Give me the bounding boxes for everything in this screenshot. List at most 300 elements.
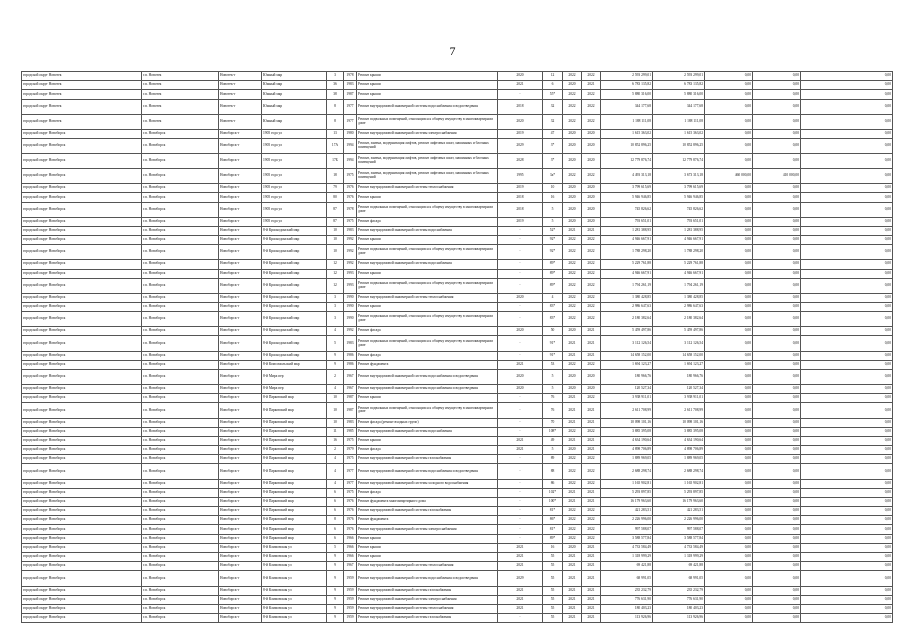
plan-year-cell: 2021: [498, 360, 543, 369]
fund-cost-cell: 3 938 911,01: [653, 394, 705, 403]
fund-cost-cell: 2 593 299,01: [653, 72, 705, 81]
queue-cell: 89*: [543, 278, 563, 293]
house-number-cell: 3: [327, 72, 344, 81]
locality-cell: Новотек-г: [219, 114, 262, 129]
plan-year-cell: 2018: [498, 193, 543, 202]
locality-cell: Новоборск-г: [219, 614, 262, 623]
street-cell: Южный мкр: [262, 90, 327, 99]
queue-cell: 92*: [543, 245, 563, 260]
start-year-cell: 2022: [563, 72, 582, 81]
fund-cost-cell: 997 588,07: [653, 525, 705, 534]
street-cell: 8-й Краснодонский мкр: [262, 226, 327, 235]
street-cell: 8-й Климовская ул: [262, 595, 327, 604]
queue-cell: 32: [543, 99, 563, 114]
end-year-cell: 2020: [582, 129, 601, 138]
start-year-cell: 2022: [563, 278, 582, 293]
district-cell: городской округ Новоборск: [22, 236, 142, 245]
queue-cell: 89*: [543, 269, 563, 278]
owners-cost-cell: 0,00: [753, 403, 801, 418]
locality-cell: Новоборск-г: [219, 202, 262, 217]
street-cell: 8-й Парковский мкр: [262, 464, 327, 479]
house-number-cell: 87: [327, 217, 344, 226]
fund-cost-cell: 4 898 706,89: [653, 446, 705, 455]
house-number-cell: 16: [327, 436, 344, 445]
settlement-cell: г.п. Новоборск: [142, 360, 219, 369]
table-row: [22, 571, 893, 586]
plan-year-cell: -: [498, 312, 543, 327]
total-cost-cell: 1 615 363,02: [601, 129, 653, 138]
start-year-cell: 2020: [563, 446, 582, 455]
house-number-cell: 3: [327, 312, 344, 327]
capital-repair-table: [21, 71, 893, 623]
owners-cost-cell: 0,00: [753, 278, 801, 293]
owners-cost-cell: 0,00: [753, 369, 801, 384]
house-number-cell: 6: [327, 534, 344, 543]
settlement-cell: г.п. Новоборск: [142, 312, 219, 327]
locality-cell: Новотек-г: [219, 99, 262, 114]
district-cell: городской округ Новотек: [22, 114, 142, 129]
budget-cost-cell: 0,00: [705, 217, 753, 226]
start-year-cell: 2021: [563, 351, 582, 360]
locality-cell: Новоборск-г: [219, 516, 262, 525]
table-row: [22, 336, 893, 351]
queue-cell: 3*: [543, 154, 563, 169]
start-year-cell: 2022: [563, 236, 582, 245]
end-year-cell: 2022: [582, 114, 601, 129]
queue-cell: 83*: [543, 303, 563, 312]
budget-cost-cell: 0,00: [705, 571, 753, 586]
locality-cell: Новоборск-г: [219, 446, 262, 455]
other-cost-cell: 0,00: [801, 202, 893, 217]
other-cost-cell: 0,00: [801, 614, 893, 623]
queue-cell: 89*: [543, 260, 563, 269]
end-year-cell: 2022: [582, 534, 601, 543]
street-cell: Южный мкр: [262, 72, 327, 81]
plan-year-cell: -: [498, 278, 543, 293]
house-number-cell: 9: [327, 571, 344, 586]
capital-repair-table-sheet: [21, 71, 893, 623]
total-cost-cell: 3 588 577,84: [601, 534, 653, 543]
street-cell: 8-й Парковский мкр: [262, 394, 327, 403]
house-number-cell: 9: [327, 595, 344, 604]
fund-cost-cell: 1 380 428,85: [653, 293, 705, 302]
budget-cost-cell: 0,00: [705, 202, 753, 217]
year-built-cell: 1976: [344, 507, 357, 516]
settlement-cell: г.п. Новоборск: [142, 562, 219, 571]
fund-cost-cell: 1 889 969,05: [653, 455, 705, 464]
work-type-cell: Ремонт, замена, модернизация лифтов, ремонт лифтовых шахт, машинных и блочных помещений: [357, 169, 498, 184]
settlement-cell: г.п. Новоборск: [142, 202, 219, 217]
fund-cost-cell: 4 733 584,49: [653, 543, 705, 552]
plan-year-cell: 2029: [498, 138, 543, 153]
end-year-cell: 2022: [582, 464, 601, 479]
district-cell: городской округ Новоборск: [22, 312, 142, 327]
table-row: [22, 497, 893, 506]
fund-cost-cell: 6 783 135,82: [653, 81, 705, 90]
district-cell: городской округ Новоборск: [22, 184, 142, 193]
locality-cell: Новотек-г: [219, 90, 262, 99]
end-year-cell: 2022: [582, 72, 601, 81]
budget-cost-cell: 0,00: [705, 138, 753, 153]
year-built-cell: 1976: [344, 516, 357, 525]
locality-cell: Новоборск-г: [219, 436, 262, 445]
total-cost-cell: 10 098 101,16: [601, 418, 653, 427]
other-cost-cell: 0,00: [801, 90, 893, 99]
total-cost-cell: 1 380 428,85: [601, 293, 653, 302]
table-row: [22, 90, 893, 99]
end-year-cell: 2021: [582, 336, 601, 351]
other-cost-cell: 0,00: [801, 464, 893, 479]
district-cell: городской округ Новоборск: [22, 303, 142, 312]
start-year-cell: 2020: [563, 129, 582, 138]
plan-year-cell: -: [498, 479, 543, 488]
settlement-cell: г.п. Новоборск: [142, 394, 219, 403]
settlement-cell: г.п. Новоборск: [142, 184, 219, 193]
locality-cell: Новоборск-г: [219, 226, 262, 235]
settlement-cell: г.п. Новоборск: [142, 543, 219, 552]
table-row: [22, 138, 893, 153]
end-year-cell: 2022: [582, 293, 601, 302]
budget-cost-cell: 0,00: [705, 403, 753, 418]
work-type-cell: Ремонт крыши: [357, 236, 498, 245]
work-type-cell: Ремонт подвальных помещений, относящихся к общему имуществу в многоквартирном доме: [357, 114, 498, 129]
end-year-cell: 2022: [582, 278, 601, 293]
fund-cost-cell: 3 799 615,69: [653, 184, 705, 193]
fund-cost-cell: 793 651,01: [653, 217, 705, 226]
owners-cost-cell: 0,00: [753, 99, 801, 114]
work-type-cell: Ремонт внутридомовой инженерной системы теплоснабжения: [357, 562, 498, 571]
street-cell: Южный мкр: [262, 81, 327, 90]
work-type-cell: Ремонт подвальных помещений, относящихся к общему имуществу в многоквартирном доме: [357, 403, 498, 418]
table-row: [22, 72, 893, 81]
street-cell: 8-й Мира пер: [262, 369, 327, 384]
budget-cost-cell: 0,00: [705, 336, 753, 351]
budget-cost-cell: 0,00: [705, 604, 753, 613]
start-year-cell: 2020: [563, 217, 582, 226]
end-year-cell: 2022: [582, 303, 601, 312]
work-type-cell: Ремонт внутридомовой инженерной системы водоснабжения и водоотведения: [357, 571, 498, 586]
queue-cell: 86: [543, 479, 563, 488]
start-year-cell: 2021: [563, 586, 582, 595]
year-built-cell: 1977: [344, 99, 357, 114]
budget-cost-cell: 0,00: [705, 351, 753, 360]
end-year-cell: 2021: [582, 418, 601, 427]
start-year-cell: 2022: [563, 534, 582, 543]
table-row: [22, 525, 893, 534]
house-number-cell: 8: [327, 114, 344, 129]
locality-cell: Новоборск-г: [219, 245, 262, 260]
end-year-cell: 2021: [582, 562, 601, 571]
work-type-cell: Ремонт крыши: [357, 303, 498, 312]
queue-cell: 10: [543, 184, 563, 193]
start-year-cell: 2022: [563, 293, 582, 302]
table-row: [22, 193, 893, 202]
street-cell: 1905 года ул: [262, 193, 327, 202]
start-year-cell: 2022: [563, 303, 582, 312]
street-cell: 8-й Краснодонский мкр: [262, 312, 327, 327]
plan-year-cell: 2021: [498, 586, 543, 595]
house-number-cell: 9: [327, 360, 344, 369]
table-row: [22, 516, 893, 525]
other-cost-cell: 0,00: [801, 169, 893, 184]
other-cost-cell: 0,00: [801, 154, 893, 169]
district-cell: городской округ Новотек: [22, 99, 142, 114]
work-type-cell: Ремонт крыши: [357, 553, 498, 562]
fund-cost-cell: 4 946 667,91: [653, 269, 705, 278]
end-year-cell: 2020: [582, 217, 601, 226]
owners-cost-cell: 0,00: [753, 525, 801, 534]
settlement-cell: г.п. Новоборск: [142, 236, 219, 245]
street-cell: 8-й Климовская ул: [262, 553, 327, 562]
fund-cost-cell: 12 779 876,74: [653, 154, 705, 169]
budget-cost-cell: 0,00: [705, 507, 753, 516]
other-cost-cell: 0,00: [801, 369, 893, 384]
plan-year-cell: 2021: [498, 595, 543, 604]
year-built-cell: 1966: [344, 543, 357, 552]
table-row: [22, 236, 893, 245]
settlement-cell: г.п. Новоборск: [142, 369, 219, 384]
queue-cell: 32: [543, 114, 563, 129]
district-cell: городской округ Новоборск: [22, 571, 142, 586]
budget-cost-cell: 0,00: [705, 385, 753, 394]
district-cell: городской округ Новоборск: [22, 193, 142, 202]
locality-cell: Новотек-г: [219, 81, 262, 90]
other-cost-cell: 0,00: [801, 278, 893, 293]
other-cost-cell: 0,00: [801, 427, 893, 436]
locality-cell: Новотек-г: [219, 72, 262, 81]
plan-year-cell: -: [498, 614, 543, 623]
total-cost-cell: 16 179 963,60: [601, 497, 653, 506]
year-built-cell: 1978: [344, 202, 357, 217]
start-year-cell: 2020: [563, 369, 582, 384]
table-row: [22, 360, 893, 369]
end-year-cell: 2021: [582, 81, 601, 90]
start-year-cell: 2021: [563, 403, 582, 418]
queue-cell: 47: [543, 129, 563, 138]
end-year-cell: 2020: [582, 385, 601, 394]
table-row: [22, 507, 893, 516]
year-built-cell: 1967: [344, 562, 357, 571]
queue-cell: 91*: [543, 336, 563, 351]
work-type-cell: Ремонт, замена, модернизация лифтов, ремонт лифтовых шахт, машинных и блочных помещений: [357, 138, 498, 153]
settlement-cell: г.п. Новоборск: [142, 455, 219, 464]
street-cell: 8-й Комсомольский мкр: [262, 360, 327, 369]
queue-cell: 5: [543, 217, 563, 226]
budget-cost-cell: 0,00: [705, 269, 753, 278]
other-cost-cell: 0,00: [801, 99, 893, 114]
table-row: [22, 269, 893, 278]
work-type-cell: Ремонт внутридомовой инженерной системы водоснабжения и водоотведения: [357, 464, 498, 479]
settlement-cell: г.п. Новотек: [142, 114, 219, 129]
budget-cost-cell: 0,00: [705, 586, 753, 595]
start-year-cell: 2021: [563, 604, 582, 613]
total-cost-cell: 1 889 969,05: [601, 455, 653, 464]
fund-cost-cell: 1 615 363,02: [653, 129, 705, 138]
locality-cell: Новоборск-г: [219, 403, 262, 418]
table-row: [22, 446, 893, 455]
queue-cell: 5: [543, 202, 563, 217]
total-cost-cell: 2 688 298,74: [601, 464, 653, 479]
house-number-cell: 2: [327, 369, 344, 384]
end-year-cell: 2021: [582, 614, 601, 623]
year-built-cell: 1993: [344, 269, 357, 278]
year-built-cell: 1966: [344, 553, 357, 562]
owners-cost-cell: 0,00: [753, 327, 801, 336]
street-cell: 8-й Краснодонский мкр: [262, 351, 327, 360]
owners-cost-cell: 0,00: [753, 336, 801, 351]
district-cell: городской округ Новоборск: [22, 507, 142, 516]
plan-year-cell: 2021: [498, 543, 543, 552]
queue-cell: 83*: [543, 312, 563, 327]
district-cell: городской округ Новоборск: [22, 455, 142, 464]
table-row: [22, 278, 893, 293]
start-year-cell: 2021: [563, 614, 582, 623]
settlement-cell: г.п. Новоборск: [142, 604, 219, 613]
table-row: [22, 169, 893, 184]
work-type-cell: Ремонт внутридомовой инженерной системы водоснабжения и водоотведения: [357, 369, 498, 384]
house-number-cell: 10: [327, 403, 344, 418]
fund-cost-cell: 2 611 708,99: [653, 403, 705, 418]
street-cell: 8-й Парковский мкр: [262, 488, 327, 497]
total-cost-cell: 1 794 261,19: [601, 278, 653, 293]
owners-cost-cell: 0,00: [753, 154, 801, 169]
budget-cost-cell: 0,00: [705, 553, 753, 562]
street-cell: 1905 года ул: [262, 169, 327, 184]
house-number-cell: 12: [327, 260, 344, 269]
plan-year-cell: -: [498, 90, 543, 99]
total-cost-cell: 4 898 706,89: [601, 446, 653, 455]
work-type-cell: Ремонт внутридомовой инженерной системы газоснабжения: [357, 586, 498, 595]
district-cell: городской округ Новоборск: [22, 351, 142, 360]
fund-cost-cell: 2 180 382,64: [653, 312, 705, 327]
owners-cost-cell: 0,00: [753, 260, 801, 269]
street-cell: 8-й Климовская ул: [262, 571, 327, 586]
work-type-cell: Ремонт внутридомовой инженерной системы газоснабжения: [357, 614, 498, 623]
fund-cost-cell: 14 658 152,00: [653, 351, 705, 360]
street-cell: 8-й Краснодонский мкр: [262, 245, 327, 260]
district-cell: городской округ Новоборск: [22, 464, 142, 479]
queue-cell: 89: [543, 455, 563, 464]
plan-year-cell: -: [498, 427, 543, 436]
street-cell: 8-й Парковский мкр: [262, 534, 327, 543]
street-cell: Южный мкр: [262, 114, 327, 129]
owners-cost-cell: 0,00: [753, 312, 801, 327]
district-cell: городской округ Новоборск: [22, 497, 142, 506]
owners-cost-cell: 0,00: [753, 488, 801, 497]
total-cost-cell: 235 232,79: [601, 586, 653, 595]
table-row: [22, 327, 893, 336]
year-built-cell: 1992: [344, 245, 357, 260]
year-built-cell: 1966: [344, 534, 357, 543]
plan-year-cell: 2021: [498, 604, 543, 613]
owners-cost-cell: 0,00: [753, 202, 801, 217]
start-year-cell: 2022: [563, 507, 582, 516]
year-built-cell: 1987: [344, 90, 357, 99]
start-year-cell: 2022: [563, 312, 582, 327]
other-cost-cell: 0,00: [801, 455, 893, 464]
queue-cell: 108*: [543, 427, 563, 436]
end-year-cell: 2021: [582, 327, 601, 336]
district-cell: городской округ Новоборск: [22, 553, 142, 562]
total-cost-cell: 2 611 708,99: [601, 403, 653, 418]
locality-cell: Новоборск-г: [219, 129, 262, 138]
house-number-cell: 10: [327, 245, 344, 260]
plan-year-cell: 2020: [498, 114, 543, 129]
owners-cost-cell: 0,00: [753, 236, 801, 245]
queue-cell: 91*: [543, 351, 563, 360]
district-cell: городской округ Новоборск: [22, 226, 142, 235]
locality-cell: Новоборск-г: [219, 217, 262, 226]
owners-cost-cell: 0,00: [753, 427, 801, 436]
settlement-cell: г.п. Новоборск: [142, 351, 219, 360]
plan-year-cell: 2018: [498, 202, 543, 217]
year-built-cell: 1990: [344, 293, 357, 302]
end-year-cell: 2022: [582, 260, 601, 269]
district-cell: городской округ Новоборск: [22, 595, 142, 604]
district-cell: городской округ Новоборск: [22, 604, 142, 613]
locality-cell: Новоборск-г: [219, 543, 262, 552]
owners-cost-cell: 0,00: [753, 571, 801, 586]
locality-cell: Новоборск-г: [219, 525, 262, 534]
year-built-cell: 1994: [344, 154, 357, 169]
owners-cost-cell: 0,00: [753, 81, 801, 90]
locality-cell: Новоборск-г: [219, 488, 262, 497]
street-cell: 8-й Климовская ул: [262, 586, 327, 595]
locality-cell: Новоборск-г: [219, 562, 262, 571]
start-year-cell: 2020: [563, 138, 582, 153]
other-cost-cell: 0,00: [801, 446, 893, 455]
end-year-cell: 2021: [582, 226, 601, 235]
year-built-cell: 1983: [344, 336, 357, 351]
house-number-cell: 79: [327, 184, 344, 193]
locality-cell: Новоборск-г: [219, 303, 262, 312]
other-cost-cell: 0,00: [801, 312, 893, 327]
end-year-cell: 2022: [582, 394, 601, 403]
table-row: [22, 260, 893, 269]
work-type-cell: Ремонт фасада: [357, 446, 498, 455]
settlement-cell: г.п. Новотек: [142, 90, 219, 99]
owners-cost-cell: 0,00: [753, 90, 801, 99]
street-cell: 8-й Парковский мкр: [262, 525, 327, 534]
work-type-cell: Ремонт внутридомовой инженерной системы газоснабжения: [357, 507, 498, 516]
other-cost-cell: 0,00: [801, 72, 893, 81]
year-built-cell: 1976: [344, 497, 357, 506]
queue-cell: 50: [543, 327, 563, 336]
fund-cost-cell: 344 177,68: [653, 99, 705, 114]
work-type-cell: Ремонт крыши: [357, 90, 498, 99]
plan-year-cell: 2028: [498, 154, 543, 169]
owners-cost-cell: 0,00: [753, 595, 801, 604]
settlement-cell: г.п. Новотек: [142, 99, 219, 114]
district-cell: городской округ Новоборск: [22, 534, 142, 543]
plan-year-cell: 2018: [498, 99, 543, 114]
start-year-cell: 2022: [563, 525, 582, 534]
end-year-cell: 2020: [582, 184, 601, 193]
queue-cell: 81*: [543, 507, 563, 516]
street-cell: 8-й Климовская ул: [262, 614, 327, 623]
budget-cost-cell: 0,00: [705, 360, 753, 369]
settlement-cell: г.п. Новоборск: [142, 327, 219, 336]
start-year-cell: 2022: [563, 269, 582, 278]
work-type-cell: Ремонт фасада: [357, 488, 498, 497]
other-cost-cell: 0,00: [801, 129, 893, 138]
queue-cell: 92*: [543, 236, 563, 245]
budget-cost-cell: 0,00: [705, 614, 753, 623]
start-year-cell: 2021: [563, 418, 582, 427]
work-type-cell: Ремонт фасада: [357, 351, 498, 360]
end-year-cell: 2020: [582, 138, 601, 153]
table-row: [22, 99, 893, 114]
